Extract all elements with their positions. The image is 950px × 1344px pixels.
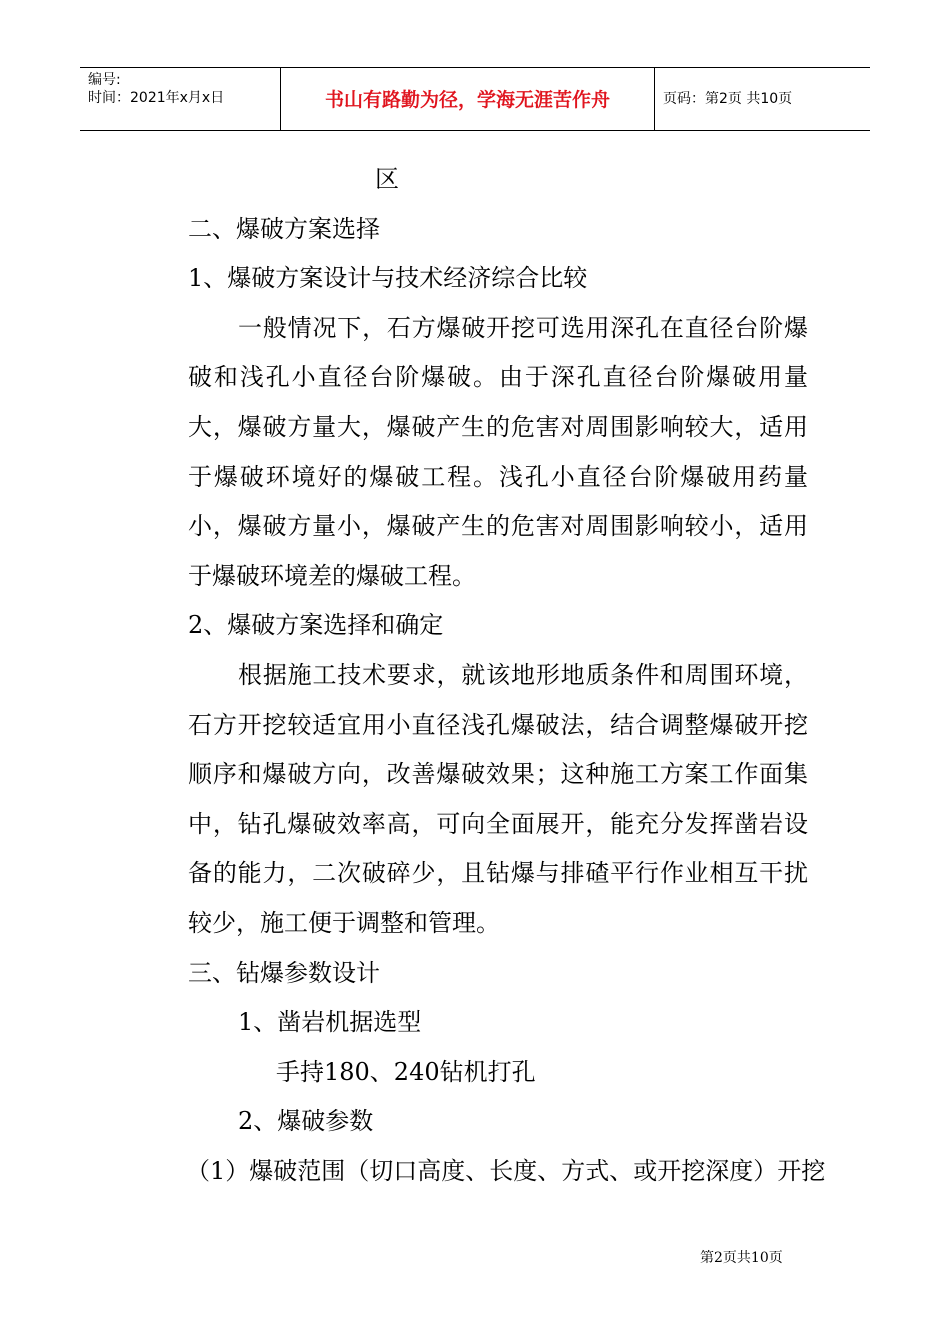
item-heading-2: 2、爆破方案选择和确定 xyxy=(188,611,444,640)
header-page-number: 页码：第2页 共10页 xyxy=(663,91,793,107)
sub-item-1: （1）爆破范围（切口高度、长度、方式、或开挖深度）开挖 xyxy=(186,1156,826,1185)
sub-heading-1: 1、凿岩机据选型 xyxy=(238,1008,422,1037)
section-heading-2: 二、爆破方案选择 xyxy=(188,214,380,243)
section-heading-3: 三、钻爆参数设计 xyxy=(188,958,380,987)
page-footer-number: 第2页共10页 xyxy=(700,1250,783,1266)
page-header xyxy=(80,67,870,131)
header-info-cell xyxy=(80,68,281,130)
header-motto: 书山有路勤为径，学海无涯苦作舟 xyxy=(324,89,610,111)
sub-heading-2: 2、爆破参数 xyxy=(238,1107,374,1136)
item-heading-1: 1、爆破方案设计与技术经济综合比较 xyxy=(188,264,588,293)
header-page-cell xyxy=(655,68,870,130)
district-line: 区 xyxy=(375,165,399,193)
header-motto-cell xyxy=(281,68,655,130)
sub-text-1: 手持180、240钻机打孔 xyxy=(276,1057,536,1086)
paragraph-comparison: 一般情况下，石方爆破开挖可选用深孔在直径台阶爆破和浅孔小直径台阶爆破。由于深孔直径台阶爆破用量大，爆破方量大，爆破产生的危害对周围影响较大，适用于爆破环境好的爆破工程。浅孔小直径台阶爆破用药量小，爆破方量小，爆破产生的危害对周围影响较小，适用于爆破环境差的爆破工程。 xyxy=(188,313,808,590)
document-body xyxy=(186,155,826,1196)
document-number-label: 编号: xyxy=(88,72,121,88)
document-date-label: 时间：2021年x月x日 xyxy=(88,90,225,106)
paragraph-selection: 根据施工技术要求，就该地形地质条件和周围环境，石方开挖较适宜用小直径浅孔爆破法，结合调整爆破开挖顺序和爆破方向，改善爆破效果；这种施工方案工作面集中，钻孔爆破效率高，可向全面展开，能充分发挥凿岩设备的能力，二次破碎少，且钻爆与排碴平行作业相互干扰较少，施工便于调整和管理。 xyxy=(188,660,808,937)
